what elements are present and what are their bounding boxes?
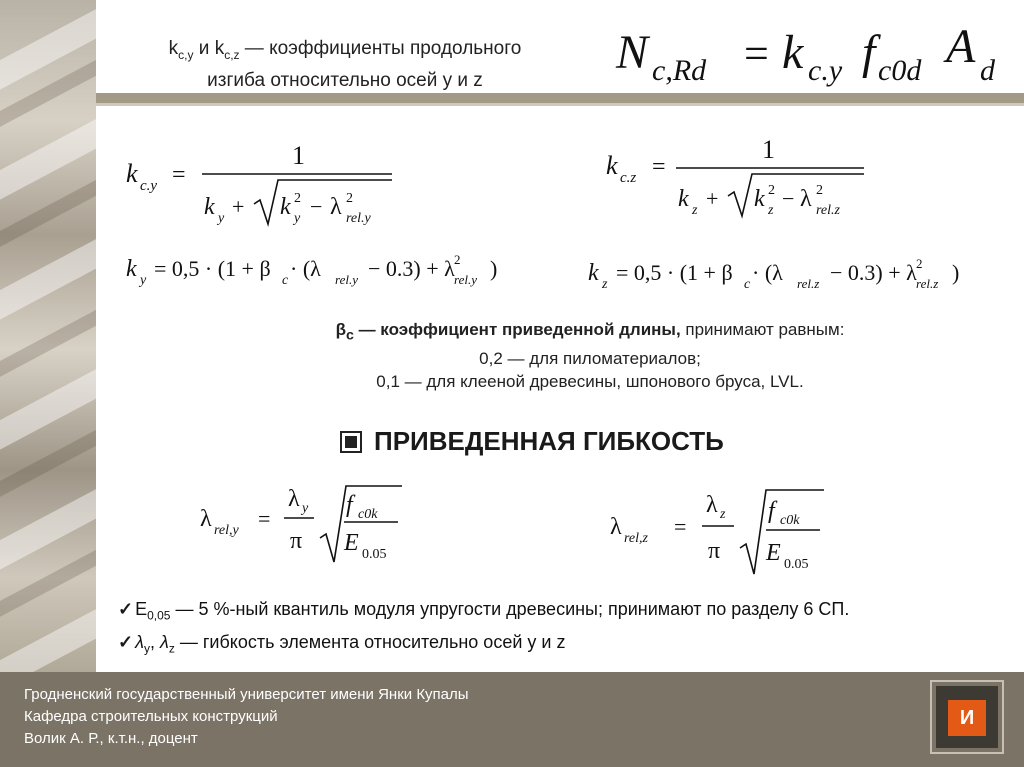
section-heading-text: ПРИВЕДЕННАЯ ГИБКОСТЬ [374, 426, 724, 456]
svg-text:λ: λ [200, 506, 212, 532]
main-k-sub: c.y [808, 54, 843, 87]
title-k2-sub: c,z [224, 47, 240, 62]
svg-text:c.z: c.z [620, 170, 637, 186]
svg-text:rel.y: rel.y [346, 211, 371, 226]
section-heading [340, 426, 724, 457]
main-N-sub: c,Rd [652, 54, 707, 87]
svg-text:+: + [232, 194, 245, 219]
svg-text:=: = [652, 154, 666, 180]
svg-text:− 0.3) + λ: − 0.3) + λ [368, 256, 455, 281]
svg-text:0.05: 0.05 [784, 557, 809, 572]
formula-lambda-rel-y [196, 478, 426, 573]
svg-text:y: y [218, 211, 225, 226]
svg-text:k: k [754, 186, 765, 212]
svg-text:rel,z: rel,z [624, 531, 648, 546]
svg-text:−: − [782, 186, 795, 211]
svg-text:2: 2 [346, 191, 353, 206]
svg-text:): ) [952, 260, 960, 285]
main-eq: = [744, 29, 769, 78]
title-line2: изгиба относительно осей y и z [207, 69, 483, 91]
decorative-wood-strip [0, 0, 96, 672]
footer-department: Кафедра строительных конструкций [24, 708, 278, 725]
svg-text:=: = [674, 514, 687, 539]
svg-text:rel.z: rel.z [916, 276, 939, 291]
svg-text:· (λ: · (λ [752, 260, 783, 285]
svg-text:z: z [602, 277, 608, 292]
svg-text:rel.y: rel.y [335, 272, 358, 287]
svg-text:f: f [346, 492, 353, 518]
main-k: k [782, 26, 804, 79]
svg-text:1: 1 [292, 141, 305, 170]
svg-text:E: E [344, 530, 359, 556]
footer [0, 672, 1024, 767]
svg-text:=: = [258, 506, 271, 531]
svg-text:π: π [708, 538, 721, 564]
main-A-sub: d [980, 54, 995, 87]
svg-text:· (λ: · (λ [290, 256, 321, 281]
checkmark-icon: ✓ [118, 599, 134, 619]
svg-text:): ) [490, 256, 498, 281]
note1-text: — 5 %-ный квантиль модуля упругости древесины; принимают по разделу 6 СП. [170, 599, 850, 619]
beta-rest-text: принимают равным: [680, 320, 845, 339]
note-item-lambda [118, 629, 849, 662]
checkmark-icon: ✓ [118, 631, 134, 652]
title-k2: k [214, 38, 225, 59]
formula-ky [122, 248, 522, 299]
svg-text:2: 2 [768, 183, 775, 198]
svg-text:z: z [768, 203, 774, 218]
notes-list [118, 596, 849, 661]
svg-text:z: z [720, 507, 726, 522]
main-formula [612, 12, 1022, 92]
note2-sep: , [149, 631, 160, 652]
svg-text:0.05: 0.05 [362, 547, 387, 562]
note2-l2-sub: z [168, 641, 175, 656]
title-and: и [193, 38, 215, 59]
formula-kcz [600, 130, 900, 235]
beta-bold-text: — коэффициент приведенной длины, [353, 320, 681, 339]
svg-text:λ: λ [330, 194, 342, 220]
svg-text:1: 1 [762, 135, 775, 164]
logo-icon: И [959, 707, 975, 729]
note2-l1: λ [135, 631, 144, 652]
title-k1-sub: c,y [178, 47, 194, 62]
footer-author: Волик А. Р., к.т.н., доцент [24, 730, 198, 747]
svg-text:k: k [588, 260, 599, 286]
main-f: f [862, 26, 876, 79]
main-f-sub: c0d [878, 54, 922, 87]
footer-text [24, 684, 469, 750]
svg-text:c: c [744, 277, 751, 292]
svg-text:c0k: c0k [780, 513, 800, 528]
svg-text:rel.z: rel.z [797, 276, 820, 291]
main-A: A [946, 20, 976, 73]
title-k1: k [168, 38, 179, 59]
svg-text:c: c [282, 273, 289, 288]
svg-text:z: z [692, 203, 698, 218]
svg-text:2: 2 [454, 252, 461, 267]
beta-description [250, 318, 930, 393]
header-divider [96, 93, 1024, 103]
svg-text:rel,y: rel,y [214, 523, 239, 538]
svg-text:k: k [126, 159, 138, 188]
svg-text:λ: λ [800, 186, 812, 212]
formula-lambda-rel-z [606, 482, 846, 583]
svg-text:y: y [140, 273, 147, 288]
header-divider-light [96, 103, 1024, 106]
note1-E: E [135, 599, 148, 619]
svg-text:π: π [290, 528, 303, 554]
svg-text:c.y: c.y [140, 178, 158, 194]
svg-text:y: y [294, 211, 301, 226]
svg-text:λ: λ [706, 492, 718, 518]
svg-text:y: y [302, 501, 309, 516]
svg-text:rel.y: rel.y [454, 272, 477, 287]
formula-kz [584, 252, 1004, 303]
svg-text:λ: λ [288, 486, 300, 512]
svg-text:k: k [678, 186, 689, 212]
beta-line2: 0,2 — для пиломатериалов; [479, 349, 701, 369]
beta-symbol: β [335, 320, 346, 339]
checkbox-bullet-icon [340, 431, 362, 453]
svg-text:k: k [606, 151, 618, 180]
svg-text:− 0.3) + λ: − 0.3) + λ [830, 260, 917, 285]
note2-l2: λ [159, 631, 169, 652]
svg-text:k: k [204, 194, 215, 220]
main-N: N [616, 26, 649, 79]
header-title [110, 36, 580, 94]
note-item-e005 [118, 596, 849, 629]
beta-sub: c [345, 327, 354, 344]
formula-kcy [120, 132, 420, 237]
svg-text:= 0,5 · (1 + β: = 0,5 · (1 + β [154, 256, 271, 281]
svg-text:2: 2 [816, 183, 823, 198]
svg-text:+: + [706, 186, 719, 211]
svg-text:rel.z: rel.z [816, 203, 840, 218]
svg-text:E: E [766, 540, 781, 566]
svg-text:2: 2 [294, 191, 301, 206]
svg-text:c0k: c0k [358, 507, 378, 522]
footer-university: Гродненский государственный университет имени Янки Купалы [24, 686, 469, 703]
note1-sub: 0,05 [147, 608, 171, 623]
svg-text:k: k [280, 194, 291, 220]
svg-text:λ: λ [610, 514, 622, 540]
svg-text:f: f [768, 498, 775, 524]
svg-text:−: − [310, 194, 323, 219]
title-rest: — коэффициенты продольного [239, 38, 522, 59]
svg-text:2: 2 [916, 256, 923, 271]
note2-l1-sub: y [143, 641, 150, 656]
svg-text:k: k [126, 256, 137, 282]
note2-text: — гибкость элемента относительно осей y и z [174, 631, 566, 652]
beta-line3: 0,1 — для клееной древесины, шпонового бруса, LVL. [376, 372, 804, 392]
svg-text:= 0,5 · (1 + β: = 0,5 · (1 + β [616, 260, 733, 285]
svg-text:=: = [172, 162, 186, 188]
